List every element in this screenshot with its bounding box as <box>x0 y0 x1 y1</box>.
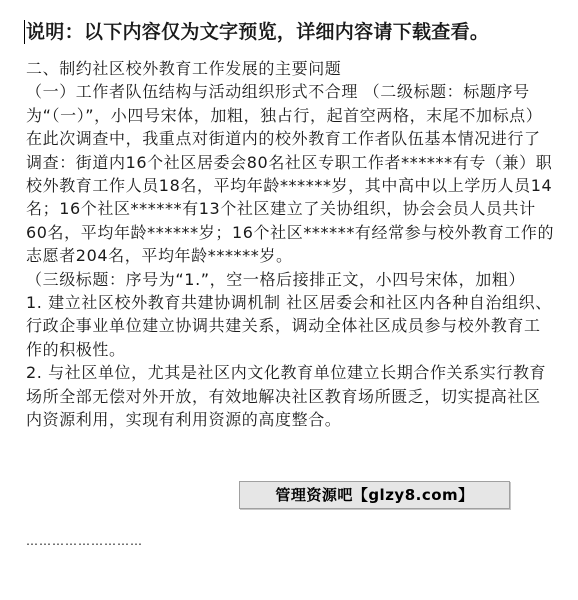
subsection-heading: （一）工作者队伍结构与活动组织形式不合理 （二级标题：标题序号为“（一）”，小四号宋体，加粗，独占行，起首空两格，末尾不加标点） <box>26 82 543 125</box>
level3-heading-note: （三级标题：序号为“1.”，空一格后接排正文，小四号宋体，加粗） <box>26 269 526 289</box>
text-cursor <box>24 20 25 44</box>
item-2-paragraph: 2. 与社区单位，尤其是社区内文化教育单位建立长期合作关系实行教育场所全部无偿对外开放，有效地解决社区教育场所匮乏，切实提高社区内资源利用，实现有利用资源的高度整合。 <box>26 363 547 430</box>
section-heading: 二、制约社区校外教育工作发展的主要问题 <box>26 59 342 78</box>
preview-notice: 说明：以下内容仅为文字预览，详细内容请下载查看。 <box>26 21 490 43</box>
truncation-ellipsis: ……………………… <box>26 534 143 548</box>
survey-paragraph: 在此次调查中，我重点对街道内的校外教育工作者队伍基本情况进行了调查：街道内16个社区居委会80名社区专职工作者******有专（兼）职校外教育工作人员18名，平均年龄******岁，其中高中以上学历人员14名；16个社区******有13个社区建立了关协组织，协会会员人员共计60名，平均年龄******岁；16个社区******有经常参与校外教育工作的志愿者204名，平均年龄******岁。 <box>26 129 555 266</box>
item-1-paragraph: 1. 建立社区校外教育共建协调机制 社区居委会和社区内各种自治组织、行政企事业单位建立协调共建关系，调动全体社区成员参与校外教育工作的积极性。 <box>26 293 552 359</box>
document-body <box>26 57 556 432</box>
watermark-banner: 管理资源吧【glzy8.com】 <box>239 481 510 509</box>
